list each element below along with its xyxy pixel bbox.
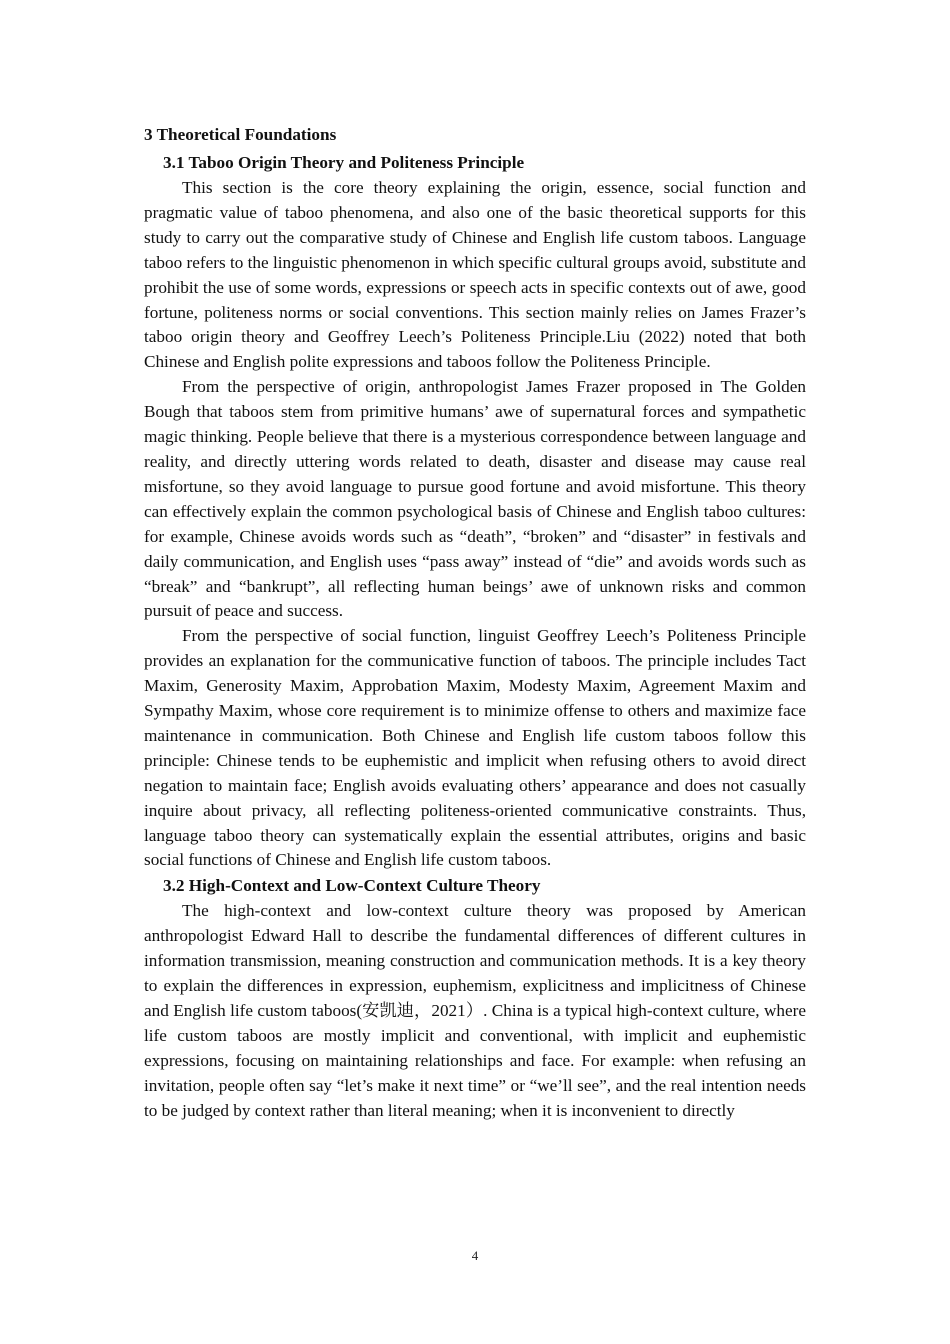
section-heading: 3 Theoretical Foundations <box>144 125 337 144</box>
paragraph: The high-context and low-context culture theory was proposed by American anthropologist Edward Hall to describe the fundamental differences of different cultures in information transmission, meaning construction and communication methods. It is a key theory to explain the differences in expression, euphemism, explicitness and implicitness of Chinese and English life custom taboos(安凯迪，2021）. China is a typical high-context culture, where life custom taboos are mostly implicit and conventional, with implicit and euphemistic expressions, focusing on maintaining relationships and face. For example: when refusing an invitation, people often say “let’s make it next time” or “we’ll see”, and the real intention needs to be judged by context rather than literal meaning; when it is inconvenient to directly <box>144 901 806 1120</box>
paragraph: This section is the core theory explaining the origin, essence, social function and pragmatic value of taboo phenomena, and also one of the basic theoretical supports for this study to carry out the comparative study of Chinese and English life custom taboos. Language taboo refers to the linguistic phenomenon in which specific cultural groups avoid, substitute and prohibit the use of some words, expressions or speech acts in specific contexts out of awe, good fortune, politeness norms or social conventions. This section mainly relies on James Frazer’s taboo origin theory and Geoffrey Leech’s Politeness Principle.Liu (2022) noted that both Chinese and English polite expressions and taboos follow the Politeness Principle. <box>144 178 806 372</box>
subsection-heading-3-1: 3.1 Taboo Origin Theory and Politeness Principle <box>163 153 525 172</box>
paragraph: From the perspective of origin, anthropologist James Frazer proposed in The Golden Bough that taboos stem from primitive humans’ awe of supernatural forces and sympathetic magic thinking. People believe that there is a mysterious correspondence between language and reality, and directly uttering words related to death, disaster and disease may cause real misfortune, so they avoid language to pursue good fortune and avoid misfortune. This theory can effectively explain the common psychological basis of Chinese and English taboo cultures: for example, Chinese avoids words such as “death”, “broken” and “disaster” in festivals and daily communication, and English uses “pass away” instead of “die” and avoids words such as “break” and “bankrupt”, all reflecting human beings’ awe of unknown risks and common pursuit of peace and success. <box>144 377 806 621</box>
page-number: 4 <box>471 1248 479 1263</box>
document-body <box>144 120 806 1124</box>
paragraph: From the perspective of social function, linguist Geoffrey Leech’s Politeness Principle provides an explanation for the communicative function of taboos. The principle includes Tact Maxim, Generosity Maxim, Approbation Maxim, Modesty Maxim, Agreement Maxim and Sympathy Maxim, whose core requirement is to minimize offense to others and maximize face maintenance in communication. Both Chinese and English life custom taboos follow this principle: Chinese tends to be euphemistic and implicit when refusing others to avoid direct negation to maintain face; English avoids evaluating others’ appearance and does not casually inquire about privacy, all reflecting politeness-oriented communicative constraints. Thus, language taboo theory can systematically explain the essential attributes, origins and basic social functions of Chinese and English life custom taboos. <box>144 626 806 870</box>
subsection-heading-3-2: 3.2 High-Context and Low-Context Culture Theory <box>163 876 541 896</box>
